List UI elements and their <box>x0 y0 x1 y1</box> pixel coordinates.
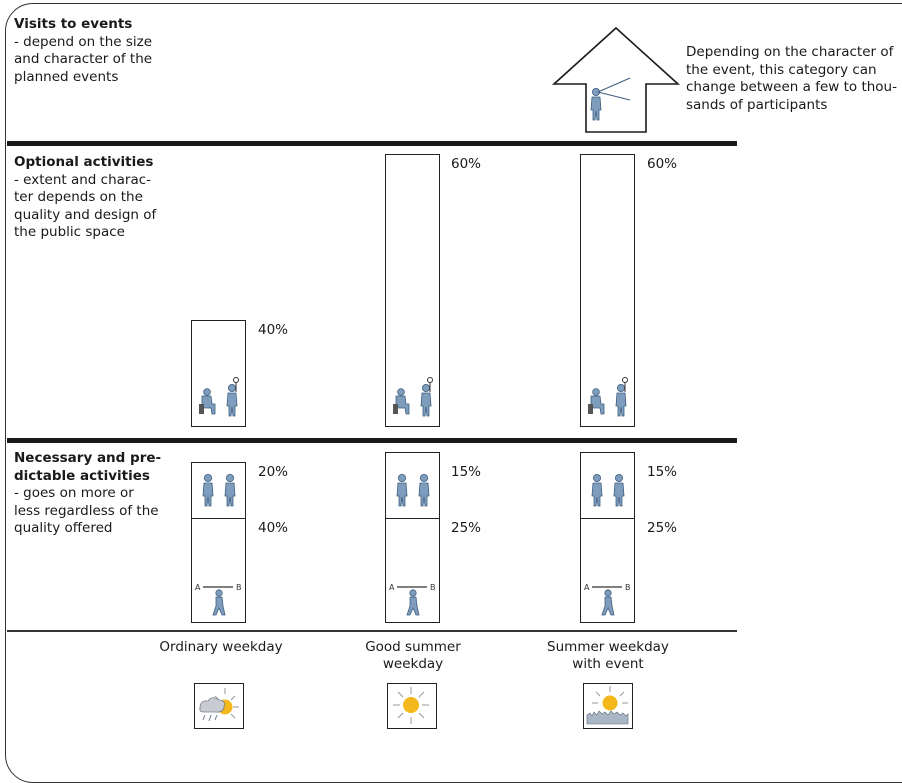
walk-to-label: B <box>625 583 631 592</box>
event-arrow <box>550 26 682 134</box>
sun-icon <box>388 684 435 727</box>
optional-activity-figures <box>386 372 440 426</box>
column-label-line: Ordinary weekday <box>159 639 283 655</box>
optional-line: the public space <box>14 224 125 240</box>
necessary-line: - goes on more or <box>14 485 134 501</box>
optional-percent: 60% <box>451 156 482 172</box>
event-note-line: Depending on the character of <box>686 44 894 60</box>
social-figures <box>581 463 635 517</box>
walking-figure <box>192 574 246 622</box>
event-note <box>686 44 902 114</box>
column-label-line: Good summer <box>365 639 461 655</box>
social-percent: 15% <box>451 464 482 480</box>
column-label <box>146 639 296 656</box>
optional-activity-figures <box>581 372 635 426</box>
walk-from-label: A <box>584 583 590 592</box>
column-label-line: with event <box>572 656 644 672</box>
optional-line: quality and design of <box>14 206 157 223</box>
visits-line: - depend on the size <box>14 33 153 50</box>
visits-line: and character of the <box>14 51 153 67</box>
necessary-section-text <box>14 450 204 538</box>
necessary-title: Necessary and pre- <box>14 450 162 466</box>
event-note-line: change between a few to thou- <box>686 79 897 95</box>
walking-percent: 25% <box>647 520 678 536</box>
optional-section-text <box>14 154 204 242</box>
column-label <box>533 639 683 673</box>
sun-crowd-icon <box>584 684 631 727</box>
walking-percent: 40% <box>258 520 289 536</box>
walk-to-label: B <box>236 583 242 592</box>
social-percent: 20% <box>258 464 289 480</box>
section-divider <box>7 141 737 146</box>
event-note-line: sands of participants <box>686 96 828 113</box>
social-percent: 15% <box>647 464 678 480</box>
baseline-divider <box>7 630 737 632</box>
column-label-line: weekday <box>382 656 444 672</box>
walk-from-label: A <box>195 583 201 592</box>
optional-percent: 60% <box>647 156 678 172</box>
optional-title: Optional activities <box>14 154 154 170</box>
walk-to-label: B <box>430 583 436 592</box>
optional-percent: 40% <box>258 322 289 338</box>
walking-percent: 25% <box>451 520 482 536</box>
necessary-title: dictable activities <box>14 467 150 484</box>
necessary-line: less regardless of the <box>14 502 159 519</box>
weather-box <box>387 683 437 729</box>
section-divider <box>7 438 737 443</box>
cloud-rain-sun-icon <box>195 684 242 727</box>
event-note-line: the event, this category can <box>686 61 877 78</box>
visits-line: planned events <box>14 68 119 85</box>
social-figures <box>386 463 440 517</box>
column-label <box>338 639 488 673</box>
walking-figure <box>386 574 440 622</box>
walk-from-label: A <box>389 583 395 592</box>
column-label-line: Summer weekday <box>547 639 669 655</box>
visits-title: Visits to events <box>14 16 133 32</box>
weather-box <box>583 683 633 729</box>
walking-figure <box>581 574 635 622</box>
necessary-line: quality offered <box>14 520 113 536</box>
optional-line: ter depends on the <box>14 189 143 205</box>
visits-section-text <box>14 16 204 86</box>
optional-activity-figures <box>192 372 246 426</box>
weather-box <box>194 683 244 729</box>
optional-line: - extent and charac- <box>14 171 152 188</box>
social-figures <box>192 463 246 517</box>
